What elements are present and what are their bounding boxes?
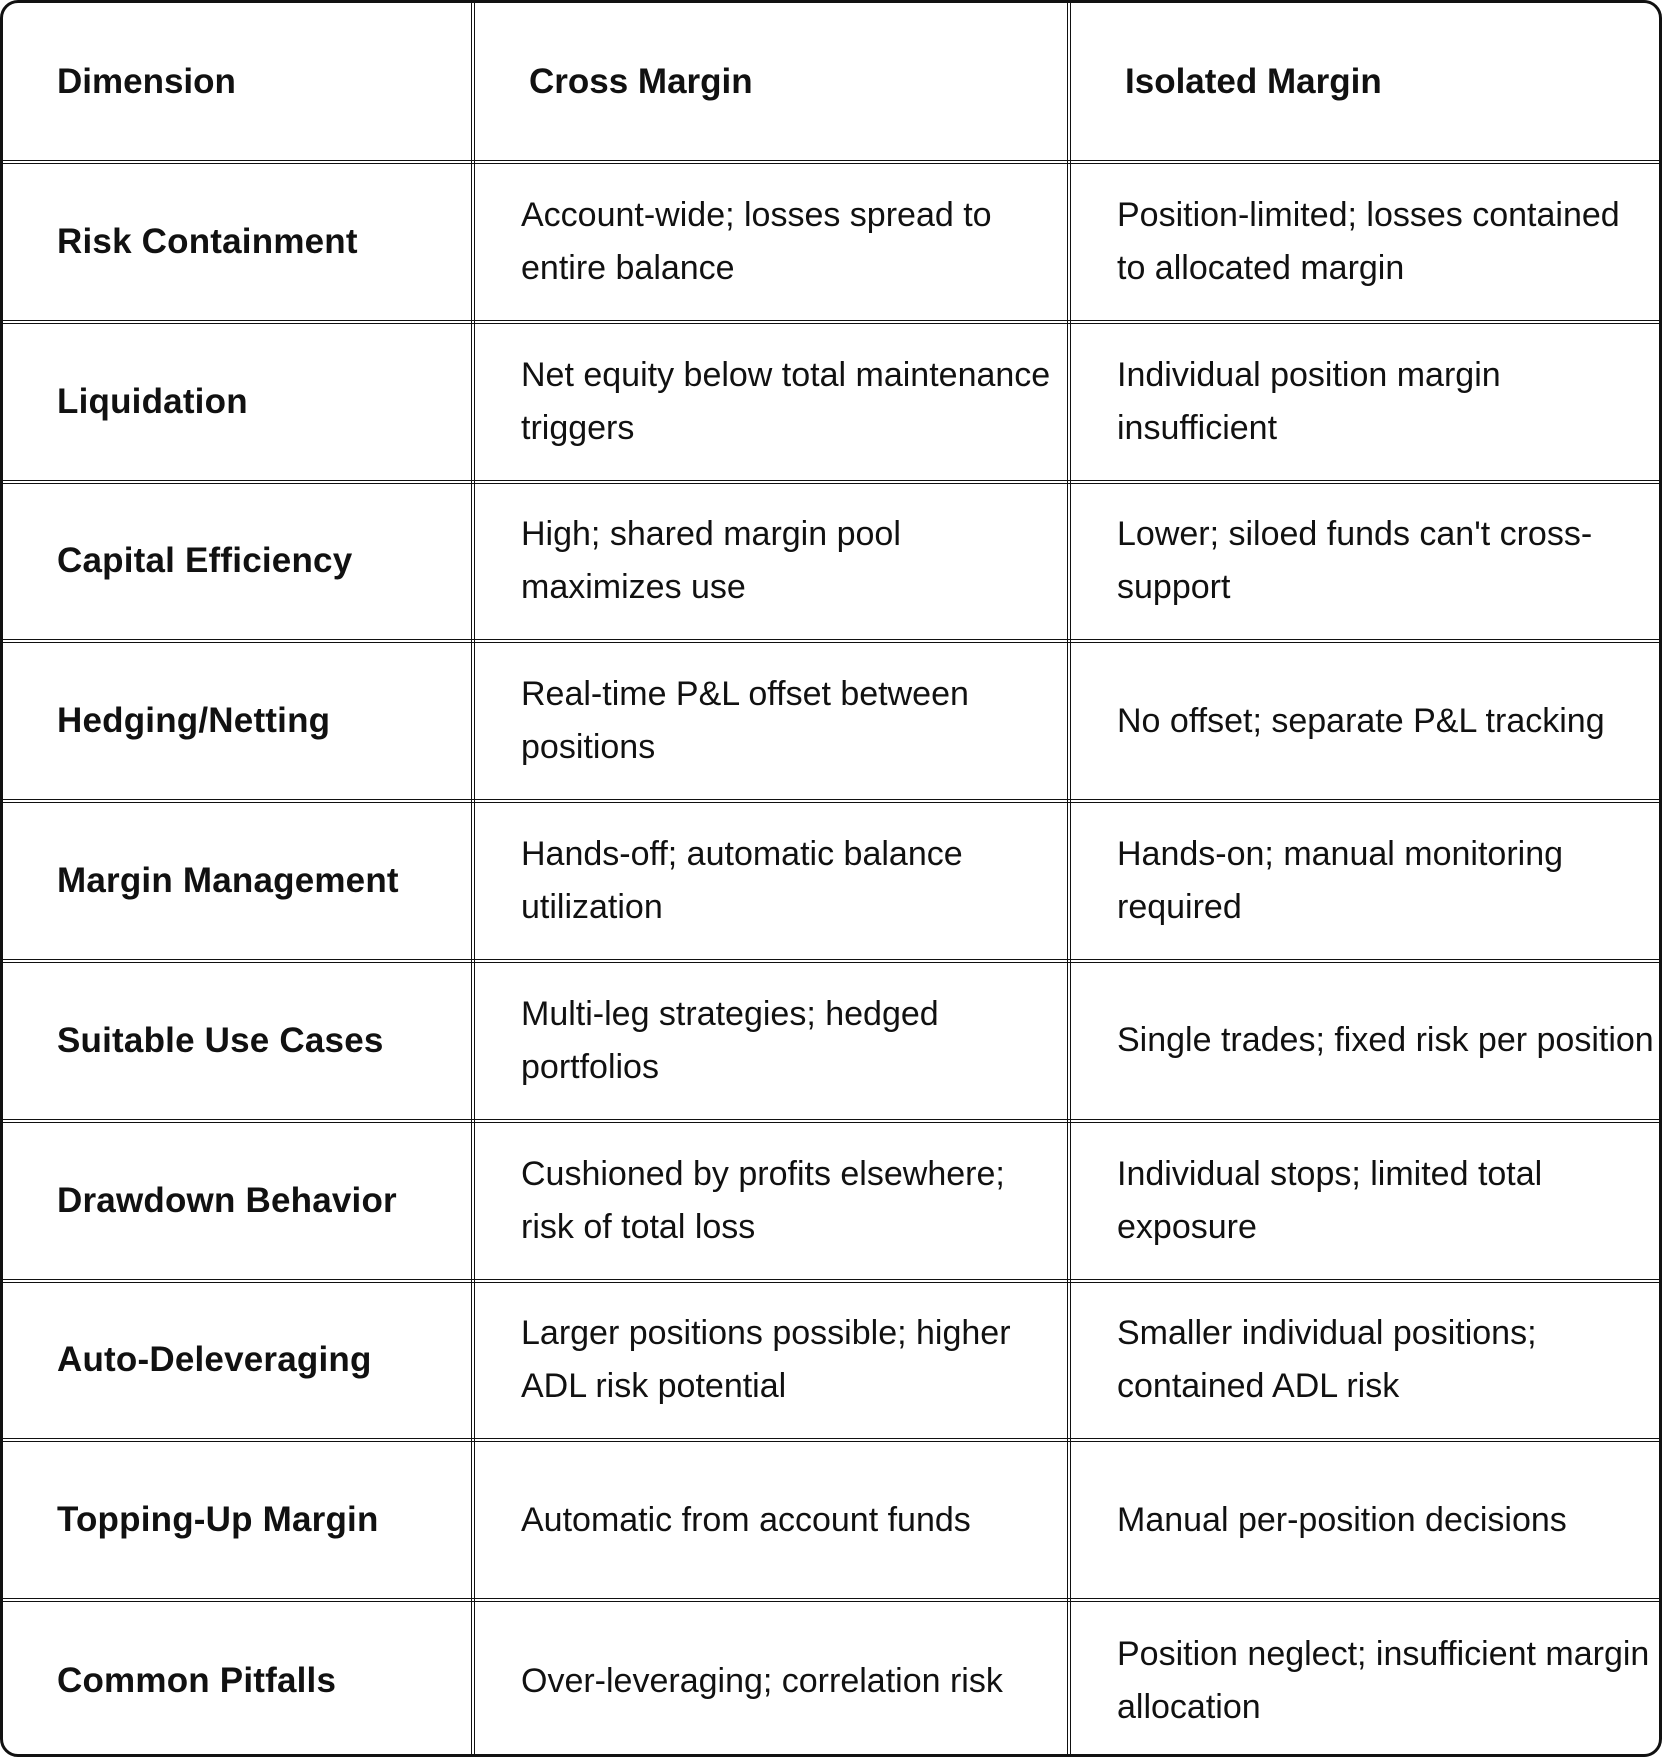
table-row <box>3 322 1662 482</box>
row-isolated-margin-cell: Position-limited; losses contained to allocated margin <box>1069 162 1662 322</box>
row-dimension-label: Auto-Deleveraging <box>3 1281 473 1441</box>
header-row <box>3 3 1662 162</box>
row-cross-margin-cell: Net equity below total maintenance triggers <box>473 322 1069 482</box>
margin-comparison-table <box>3 3 1662 1757</box>
row-isolated-margin-cell: Position neglect; insufficient margin allocation <box>1117 1635 1650 1727</box>
row-isolated-margin-cell: Individual position margin insufficient <box>1069 322 1662 482</box>
header-dimension: Dimension <box>3 3 473 162</box>
row-cross-margin-cell: Over-leveraging; correlation risk <box>473 1600 1069 1757</box>
table-row <box>3 641 1662 801</box>
table-row <box>3 162 1662 322</box>
table-row <box>3 1121 1662 1281</box>
table-header <box>3 3 1662 162</box>
row-cross-margin-cell: Larger positions possible; higher ADL risk potential <box>473 1281 1069 1441</box>
row-dimension-label: Risk Containment <box>3 162 473 322</box>
table-row <box>3 1600 1662 1757</box>
row-isolated-margin-cell: No offset; separate P&L tracking <box>1069 641 1662 801</box>
table-row <box>3 801 1662 961</box>
row-dimension-label: Drawdown Behavior <box>3 1121 473 1281</box>
header-cross-margin: Cross Margin <box>473 3 1069 162</box>
row-dimension-label: Common Pitfalls <box>3 1600 473 1757</box>
table-row <box>3 1281 1662 1441</box>
table-row <box>3 482 1662 642</box>
row-cross-margin-cell: Multi-leg strategies; hedged portfolios <box>473 961 1069 1121</box>
table-row <box>3 1440 1662 1600</box>
row-isolated-margin-cell: Hands-on; manual monitoring required <box>1069 801 1662 961</box>
row-isolated-margin-cell: Single trades; fixed risk per position <box>1069 961 1662 1121</box>
row-dimension-label: Hedging/Netting <box>3 641 473 801</box>
row-cross-margin-cell: Account-wide; losses spread to entire balance <box>473 162 1069 322</box>
row-isolated-margin-cell: Lower; siloed funds can't cross-support <box>1069 482 1662 642</box>
row-cross-margin-cell: Real-time P&L offset between positions <box>473 641 1069 801</box>
row-dimension-label: Suitable Use Cases <box>3 961 473 1121</box>
row-dimension-label: Topping-Up Margin <box>3 1440 473 1600</box>
table-body <box>3 162 1662 1757</box>
row-cross-margin-cell: High; shared margin pool maximizes use <box>473 482 1069 642</box>
header-isolated-margin: Isolated Margin <box>1069 3 1662 162</box>
row-dimension-label: Margin Management <box>3 801 473 961</box>
row-isolated-margin-cell: Smaller individual positions; contained ADL risk <box>1069 1281 1662 1441</box>
row-cross-margin-cell: Automatic from account funds <box>473 1440 1069 1600</box>
row-cross-margin-cell: Hands-off; automatic balance utilization <box>473 801 1069 961</box>
row-dimension-label: Liquidation <box>3 322 473 482</box>
row-cross-margin-cell: Cushioned by profits elsewhere; risk of total loss <box>473 1121 1069 1281</box>
row-dimension-label: Capital Efficiency <box>3 482 473 642</box>
table-row <box>3 961 1662 1121</box>
row-isolated-margin-cell: Individual stops; limited total exposure <box>1069 1121 1662 1281</box>
row-isolated-margin-cell: Manual per-position decisions <box>1069 1440 1662 1600</box>
